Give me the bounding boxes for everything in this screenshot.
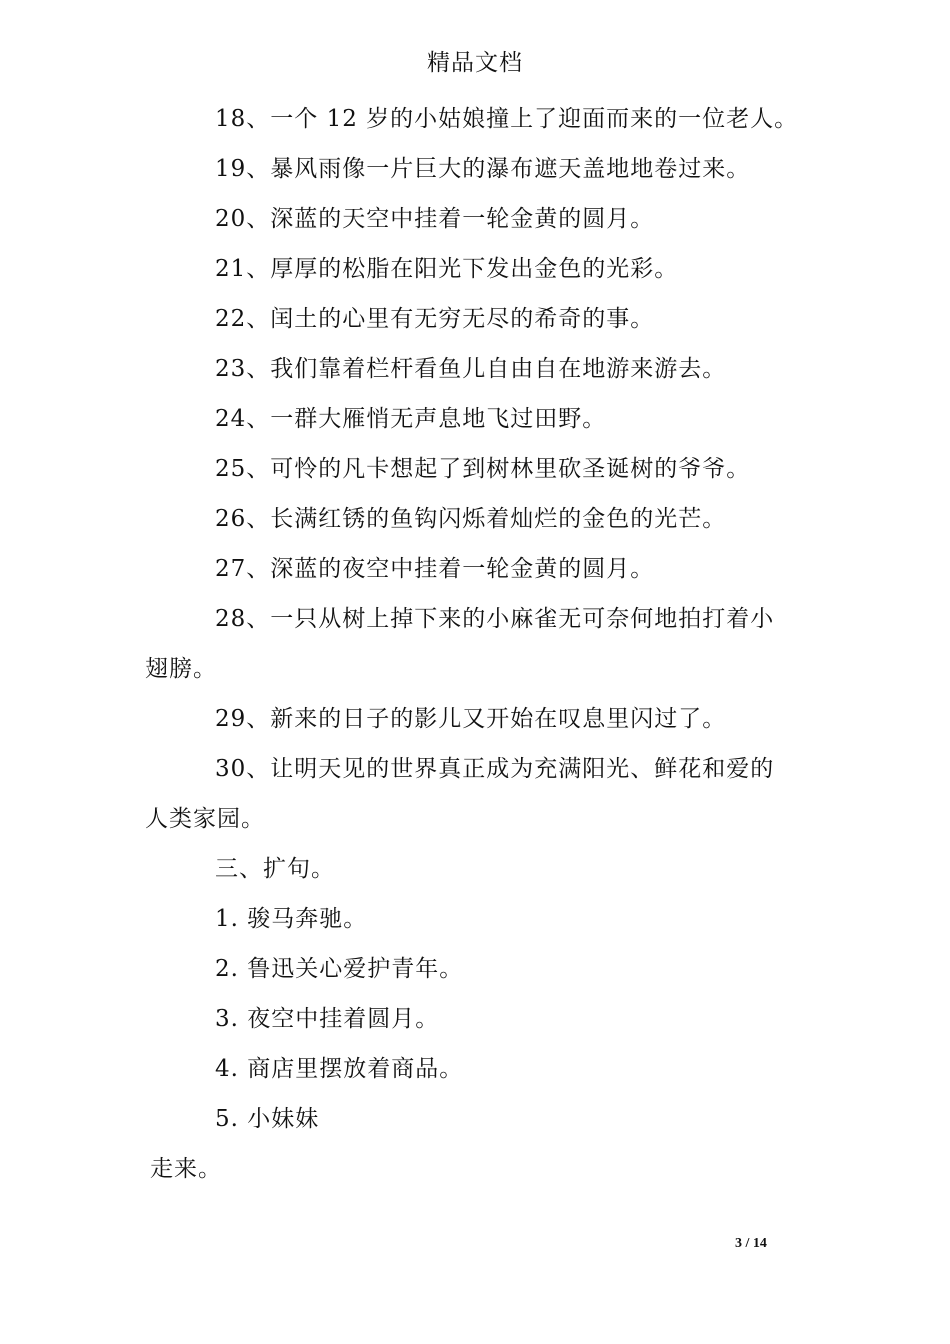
text-line: 22、闰土的心里有无穷无尽的希奇的事。: [215, 306, 655, 332]
text-line-continuation: 人类家园。: [145, 806, 265, 832]
text-line: 19、暴风雨像一片巨大的瀑布遮天盖地地卷过来。: [215, 156, 751, 182]
text-line-continuation: 翅膀。: [145, 656, 217, 682]
page-header-title: 精品文档: [427, 50, 523, 76]
text-line: 25、可怜的凡卡想起了到树林里砍圣诞树的爷爷。: [215, 456, 751, 482]
text-line: 18、一个 12 岁的小姑娘撞上了迎面而来的一位老人。: [215, 106, 799, 132]
list-item: 1. 骏马奔驰。: [215, 906, 368, 932]
text-line: 21、厚厚的松脂在阳光下发出金色的光彩。: [215, 256, 679, 282]
text-line: 29、新来的日子的影儿又开始在叹息里闪过了。: [215, 706, 727, 732]
text-line: 26、长满红锈的鱼钩闪烁着灿烂的金色的光芒。: [215, 506, 727, 532]
document-body: [145, 101, 805, 1201]
section-heading: 三、扩句。: [215, 856, 335, 882]
list-item: 5. 小妹妹: [215, 1106, 320, 1132]
text-line-continuation: 走来。: [150, 1156, 222, 1182]
list-item: 4. 商店里摆放着商品。: [215, 1056, 464, 1082]
text-line: 28、一只从树上掉下来的小麻雀无可奈何地拍打着小: [215, 606, 775, 632]
text-line: 24、一群大雁悄无声息地飞过田野。: [215, 406, 607, 432]
text-line: 20、深蓝的天空中挂着一轮金黄的圆月。: [215, 206, 655, 232]
text-line: 27、深蓝的夜空中挂着一轮金黄的圆月。: [215, 556, 655, 582]
page-number: 3 / 14: [735, 1236, 767, 1251]
text-line: 23、我们靠着栏杆看鱼儿自由自在地游来游去。: [215, 356, 727, 382]
list-item: 2. 鲁迅关心爱护青年。: [215, 956, 464, 982]
list-item: 3. 夜空中挂着圆月。: [215, 1006, 440, 1032]
text-line: 30、让明天见的世界真正成为充满阳光、鲜花和爱的: [215, 756, 775, 782]
